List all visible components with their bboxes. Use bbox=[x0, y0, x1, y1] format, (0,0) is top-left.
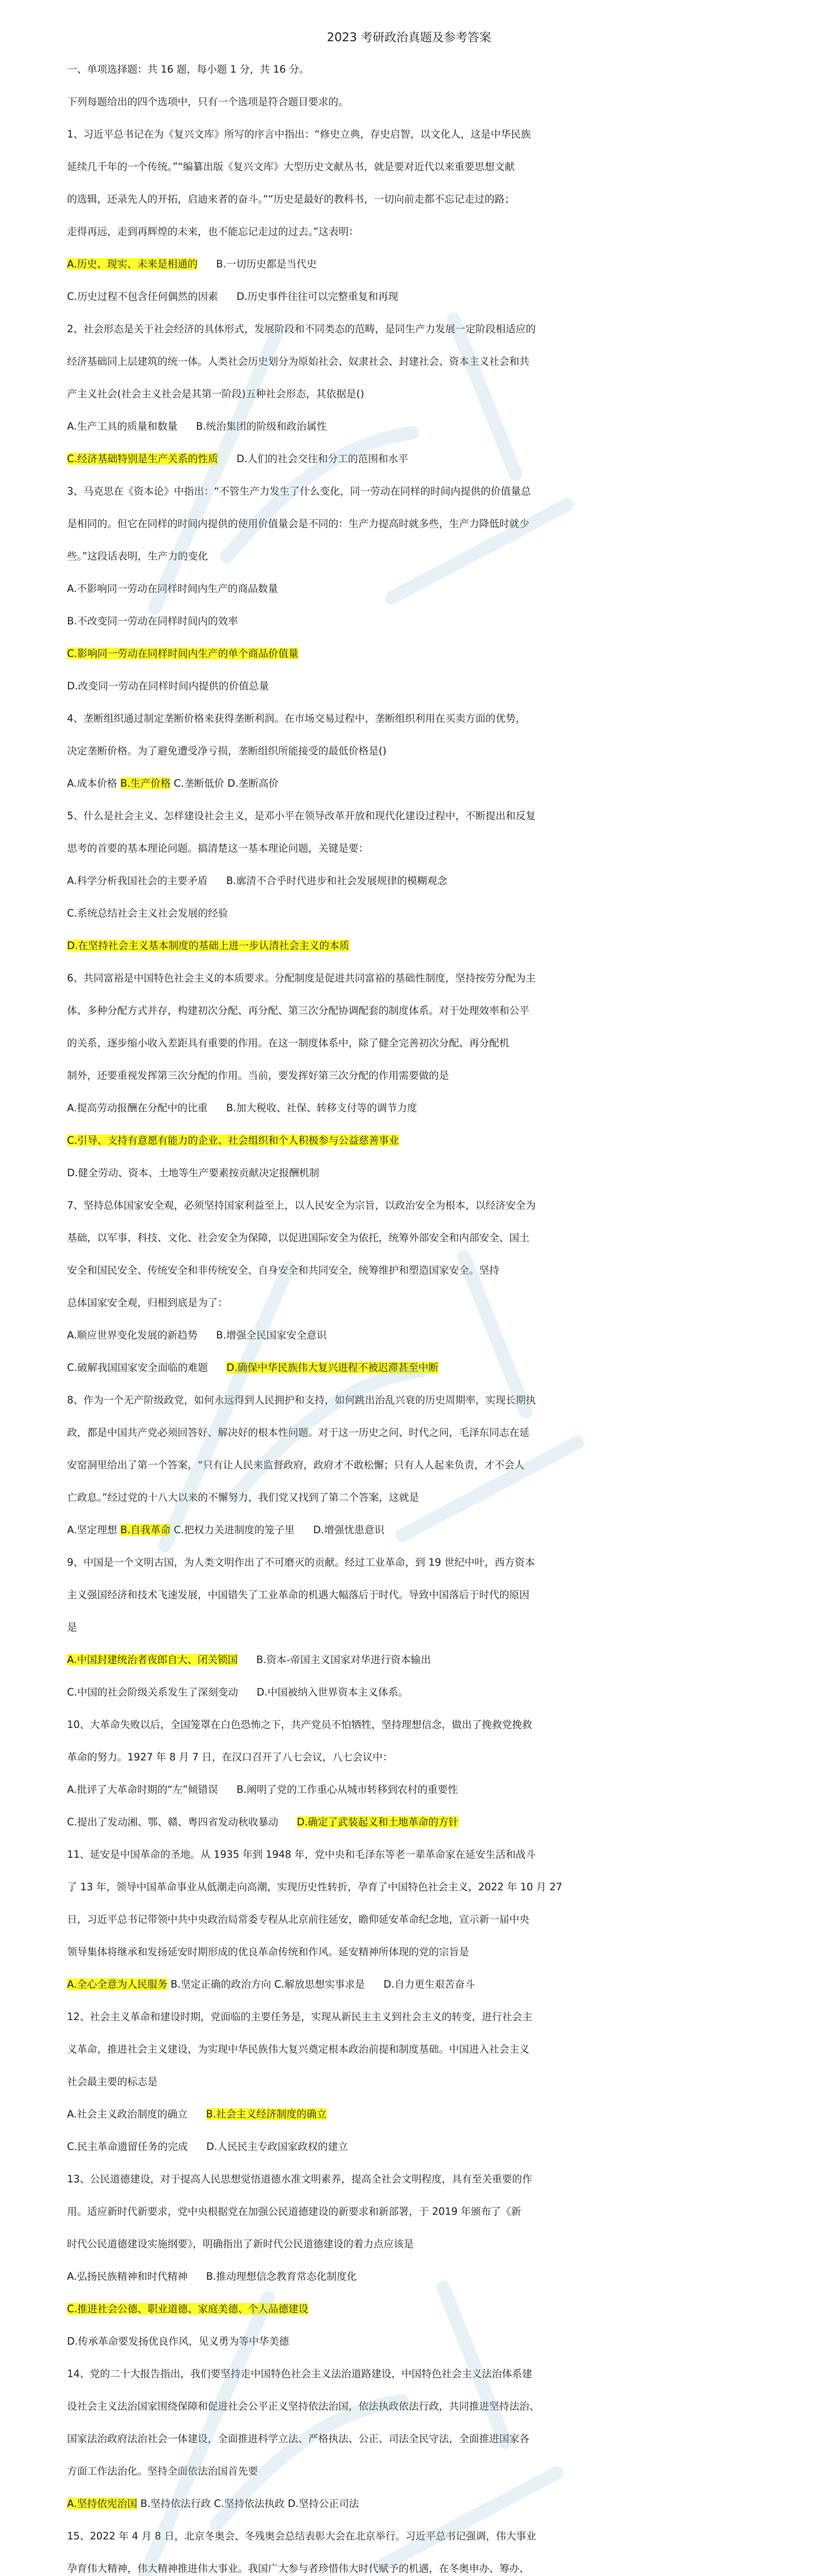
text-segment: 义革命，推进社会主义建设，为实现中华民族伟大复兴奠定根本政治前提和制度基础。中国进入社会主义 bbox=[67, 2043, 530, 2055]
text-segment: A.提高劳动报酬在分配中的比重 bbox=[67, 1102, 208, 1114]
text-segment: D.自力更生艰苦奋斗 bbox=[383, 1978, 475, 1990]
text-segment: 经济基础同上层建筑的统一体。人类社会历史划分为原始社会、奴隶社会、封建社会、资本主义社会和共 bbox=[67, 355, 530, 367]
text-line bbox=[67, 1717, 532, 1732]
text-segment: 设社会主义法治国家围绕保障和促进社会公平正义坚持依法治国，依法执政依法行政，共同推进坚持法治、 bbox=[67, 2400, 540, 2412]
text-line bbox=[67, 906, 228, 921]
text-line bbox=[67, 2172, 532, 2187]
text-segment: D.健全劳动、资本、土地等生产要素按贡献决定报酬机制 bbox=[67, 1167, 320, 1179]
highlighted-answer: D.在坚持社会主义基本制度的基础上进一步认清社会主义的本质 bbox=[67, 940, 349, 952]
text-segment: 主义强国经济和技术飞速发展，中国错失了工业革命的机遇大幅落后于时代。导致中国落后于时代的原因 bbox=[67, 1589, 530, 1601]
text-line bbox=[67, 938, 349, 953]
text-segment: 总体国家安全观，归根到底是为了： bbox=[67, 1297, 228, 1309]
text-line bbox=[67, 1977, 475, 1992]
text-segment: C.破解我国国家安全面临的难题 bbox=[67, 1362, 208, 1374]
text-segment: 13、公民道德建设，对于提高人民思想觉悟道德水准文明素养，提高全社会文明程度，具有至关重要的作 bbox=[67, 2173, 532, 2185]
text-segment: C.垄断低价 D.垄断高价 bbox=[170, 777, 279, 789]
text-segment: 6、共同富裕是中国特色社会主义的本质要求。分配制度是促进共同富裕的基础性制度，坚持按劳分配为主 bbox=[67, 972, 536, 984]
text-segment: 日，习近平总书记带领中共中央政治局常委专程从北京前往延安，瞻仰延安革命纪念地，宣示新一届中央 bbox=[67, 1913, 530, 1925]
highlighted-answer: D.确定了武装起义和土地革命的方针 bbox=[296, 1816, 459, 1828]
text-line bbox=[67, 257, 316, 272]
text-segment: 基础，以军事、科技、文化、社会安全为保障，以促进国际安全为依托，统筹外部安全和内部安全、国土 bbox=[67, 1232, 530, 1244]
text-segment: 7、坚持总体国家安全观，必须坚持国家利益至上，以人民安全为宗旨，以政治安全为根本，以经济安全为 bbox=[67, 1199, 536, 1211]
text-line bbox=[67, 1068, 449, 1083]
text-segment: 革命的努力。1927 年 8 月 7 日，在汉口召开了八七会议，八七会议中： bbox=[67, 1751, 393, 1763]
text-line bbox=[67, 2431, 529, 2446]
text-segment: D.人民民主专政国家政权的建立 bbox=[206, 2141, 348, 2153]
text-segment: D.中国被纳入世界资本主义体系。 bbox=[256, 1686, 409, 1698]
text-line bbox=[67, 159, 514, 174]
text-segment: 了 13 年，领导中国革命事业从低潮走向高潮，实现历史性转折，孕育了中国特色社会主义，2022 年 10 月 27 bbox=[67, 1881, 562, 1893]
text-segment: C.历史过程不包含任何偶然的因素 bbox=[67, 291, 218, 302]
text-line bbox=[67, 2042, 529, 2057]
text-line bbox=[67, 2301, 308, 2316]
text-line bbox=[67, 1815, 459, 1829]
text-segment: D.人们的社会交往和分工的范围和水平 bbox=[236, 453, 409, 465]
text-line bbox=[67, 2464, 258, 2479]
text-line bbox=[67, 1522, 385, 1537]
text-line bbox=[67, 289, 398, 304]
text-segment: C.民主革命遗留任务的完成 bbox=[67, 2141, 188, 2153]
text-line bbox=[67, 1912, 529, 1927]
text-segment: 一、单项选择题：共 16 题，每小题 1 分，共 16 分。 bbox=[67, 63, 309, 75]
text-line bbox=[67, 1393, 536, 1408]
highlighted-answer: A.历史、现实、未来是相通的 bbox=[67, 258, 198, 270]
text-segment: 12、社会主义革命和建设时期，党面临的主要任务是，实现从新民主主义到社会主义的转变，进行社会主 bbox=[67, 2011, 532, 2023]
text-line bbox=[67, 386, 364, 401]
text-segment: B.廓清不合乎时代进步和社会发展规律的模糊观念 bbox=[226, 875, 447, 887]
text-line bbox=[67, 2269, 357, 2284]
text-segment: 11、延安是中国革命的圣地。从 1935 年到 1948 年，党中央和毛泽东等老一辈革命家在延安生活和战斗 bbox=[67, 1849, 536, 1860]
text-segment: A.不影响同一劳动在同样时间内生产的商品数量 bbox=[67, 583, 278, 595]
text-segment: 领导集体将继承和发扬延安时期形成的优良革命传统和作风。延安精神所体现的党的宗旨是 bbox=[67, 1946, 470, 1958]
highlighted-answer: D.确保中华民族伟大复兴进程不被迟滞甚至中断 bbox=[226, 1362, 439, 1374]
text-line bbox=[67, 2009, 532, 2024]
text-line bbox=[67, 1230, 529, 1245]
text-line bbox=[67, 2496, 359, 2511]
text-segment: 2、社会形态是关于社会经济的具体形式，发展阶段和不同类态的范畴，是同生产力发展一定阶段相适应的 bbox=[67, 323, 536, 335]
text-segment: 国家法治政府法治社会一体建设，全面推进科学立法、严格执法、公正、司法全民守法，全面推进国家各 bbox=[67, 2433, 530, 2445]
text-line bbox=[67, 1847, 536, 1862]
text-line bbox=[67, 1100, 417, 1115]
text-line bbox=[67, 1879, 562, 1894]
text-segment: B.增强全民国家安全意识 bbox=[216, 1329, 327, 1341]
text-segment: 时代公民道德建设实施纲要》，明确指出了新时代公民道德建设的着力点应该是 bbox=[67, 2238, 414, 2250]
text-line bbox=[67, 776, 278, 791]
text-segment: B.统治集团的阶级和政治属性 bbox=[196, 420, 327, 432]
text-segment: 方面工作法治化。坚持全面依法治国首先要 bbox=[67, 2465, 258, 2477]
text-segment: 安全和国民安全、传统安全和非传统安全、自身安全和共同安全，统筹维护和塑造国家安全。坚持 bbox=[67, 1264, 499, 1276]
text-line bbox=[67, 1198, 536, 1213]
text-line bbox=[67, 1458, 525, 1472]
text-segment: 4、垄断组织通过制定垄断价格来获得垄断利润。在市场交易过程中，垄断组织利用在买卖方面的优势， bbox=[67, 713, 526, 724]
text-line bbox=[67, 646, 298, 661]
text-line bbox=[67, 2399, 540, 2414]
text-line bbox=[67, 1750, 393, 1765]
text-segment: D.传承革命要发扬优良作风，见义勇为等中华美德 bbox=[67, 2335, 289, 2347]
text-segment: 走得再远，走到再辉煌的未来，也不能忘记走过的过去。”这表明： bbox=[67, 226, 359, 238]
text-line bbox=[67, 549, 208, 564]
highlighted-answer: A.坚持依宪治国 bbox=[67, 2498, 138, 2510]
text-segment: 安窑洞里给出了第一个答案，“只有让人民来监督政府，政府才不敢松懈；只有人人起来负责，才不会人 bbox=[67, 1459, 525, 1471]
text-line bbox=[67, 581, 278, 596]
highlighted-answer: A.全心全意为人民服务 bbox=[67, 1978, 168, 1990]
text-line bbox=[67, 1295, 228, 1310]
watermark-logo bbox=[124, 289, 588, 653]
text-line bbox=[67, 2236, 414, 2251]
text-segment: C.把权力关进制度的笼子里 bbox=[170, 1524, 295, 1536]
text-line bbox=[67, 2561, 529, 2576]
text-line bbox=[67, 614, 238, 629]
text-segment: B.一切历史都是当代史 bbox=[216, 258, 317, 270]
text-segment: 8、作为一个无产阶级政党，如何永远得到人民拥护和支持，如何跳出治乱兴衰的历史周期率，实现长期执 bbox=[67, 1394, 536, 1406]
text-line bbox=[67, 1036, 509, 1050]
text-segment: 14、党的二十大报告指出，我们要坚持走中国特色社会主义法治道路建设，中国特色社会主义法治体系建 bbox=[67, 2368, 532, 2380]
text-line bbox=[67, 451, 408, 466]
text-segment: A.顺应世界变化发展的新趋势 bbox=[67, 1329, 198, 1341]
text-line bbox=[67, 1782, 458, 1797]
text-line bbox=[67, 321, 536, 336]
text-segment: A.成本价格 bbox=[67, 777, 121, 789]
text-line bbox=[67, 1587, 529, 1602]
text-line bbox=[67, 2107, 327, 2122]
text-line bbox=[67, 711, 526, 726]
highlighted-answer: C.影响同一劳动在同样时间内生产的单个商品价值量 bbox=[67, 648, 298, 659]
text-segment: A.坚定理想 bbox=[67, 1524, 121, 1536]
text-segment: C.中国的社会阶级关系发生了深刻变动 bbox=[67, 1686, 238, 1698]
text-segment: 些。”这段话表明，生产力的变化 bbox=[67, 550, 208, 562]
text-line bbox=[67, 1165, 319, 1180]
text-segment: A.生产工具的质量和数量 bbox=[67, 420, 178, 432]
text-segment: 15、2022 年 4 月 8 日，北京冬奥会、冬残奥会总结表彰大会在北京举行。习近平总书记强调，伟大事业 bbox=[67, 2530, 537, 2542]
text-segment: D.改变同一劳动在同样时间内提供的价值总量 bbox=[67, 680, 269, 692]
text-line bbox=[67, 224, 359, 239]
highlighted-answer: A.中国封建统治者夜郎自大、闭关锁国 bbox=[67, 1654, 238, 1666]
highlighted-answer: C.经济基础特别是生产关系的性质 bbox=[67, 453, 218, 465]
text-segment: A.弘扬民族精神和时代精神 bbox=[67, 2270, 188, 2282]
text-segment: 用。适应新时代新要求，党中央根据党在加强公民道德建设的新要求和新部署，于 2019 年颁布了《新 bbox=[67, 2206, 522, 2217]
text-line bbox=[67, 1133, 399, 1148]
text-segment: 10、大革命失败以后，全国笼罩在白色恐怖之下，共产党员不怕牺牲，坚持理想信念，做出了挽救党挽救 bbox=[67, 1719, 532, 1731]
text-segment: 5、什么是社会主义、怎样建设社会主义，是邓小平在领导改革开放和现代化建设过程中，不断提出和反复 bbox=[67, 810, 536, 822]
highlighted-answer: C.引导、支持有意愿有能力的企业、社会组织和个人积极参与公益慈善事业 bbox=[67, 1134, 399, 1146]
text-line bbox=[67, 2366, 532, 2381]
text-segment: B.坚定正确的政治方向 C.解放思想实事求是 bbox=[167, 1978, 365, 1990]
text-segment: B.坚持依法行政 C.坚持依法执政 D.坚持公正司法 bbox=[137, 2498, 359, 2510]
text-segment: 政，都是中国共产党必须回答好、解决好的根本性问题。对于这一历史之问、时代之问，毛泽东同志在延 bbox=[67, 1427, 530, 1438]
text-segment: B.加大税收、社保、转移支付等的调节力度 bbox=[226, 1102, 418, 1114]
text-line bbox=[67, 1652, 431, 1667]
text-segment: 体、多种分配方式并存，构建初次分配、再分配、第三次分配协调配套的制度体系。对于处理效率和公平 bbox=[67, 1005, 530, 1016]
text-line bbox=[67, 971, 536, 986]
text-segment: D.历史事件往往可以完整重复和再现 bbox=[236, 291, 398, 302]
text-line bbox=[67, 192, 514, 207]
text-segment: 是 bbox=[67, 1621, 77, 1633]
text-line bbox=[67, 2529, 536, 2544]
text-line bbox=[67, 419, 327, 434]
text-line bbox=[67, 1003, 529, 1018]
text-segment: 孕育伟大精神，伟大精神推进伟大事业。我国广大参与者珍惜伟大时代赋予的机遇，在冬奥申办、筹办、 bbox=[67, 2563, 530, 2574]
text-line bbox=[67, 127, 531, 142]
text-segment: 延续几千年的一个传统。”“编纂出版《复兴文库》大型历史文献丛书，就是要对近代以来重要思想文献 bbox=[67, 161, 515, 173]
text-segment: B.阐明了党的工作重心从城市转移到农村的重要性 bbox=[236, 1784, 458, 1795]
text-line bbox=[67, 2074, 158, 2089]
text-segment: 是相同的。但它在同样的时间内提供的使用价值量会是不同的：生产力提高时就多些，生产力降低时就少 bbox=[67, 518, 530, 530]
text-line bbox=[67, 2204, 521, 2219]
text-segment: 思考的首要的基本理论问题。搞清楚这一基本理论问题，关键是要： bbox=[67, 842, 369, 854]
text-segment: 9、中国是一个文明古国，为人类文明作出了不可磨灭的贡献。经过工业革命，到 19 世纪中叶，西方资本 bbox=[67, 1556, 535, 1568]
text-line bbox=[67, 1360, 439, 1375]
text-segment: 决定垄断价格。为了避免遭受净亏损，垄断组织所能接受的最低价格是() bbox=[67, 745, 387, 757]
text-line bbox=[67, 1944, 469, 1959]
text-segment: 1、习近平总书记在为《复兴文库》所写的序言中指出：“修史立典，存史启智，以文化人，这是中华民族 bbox=[67, 128, 531, 140]
text-line bbox=[67, 1685, 408, 1700]
text-line bbox=[67, 743, 387, 758]
highlighted-answer: B.生产价格 bbox=[120, 777, 171, 789]
text-segment: B.资本-帝国主义国家对华进行资本输出 bbox=[256, 1654, 431, 1666]
highlighted-answer: B.社会主义经济制度的确立 bbox=[206, 2108, 327, 2120]
text-line bbox=[67, 354, 529, 369]
text-line bbox=[67, 62, 309, 77]
text-segment: 下列每题给出的四个选项中，只有一个选项是符合题目要求的。 bbox=[67, 96, 349, 108]
text-line bbox=[67, 808, 536, 823]
text-line bbox=[67, 1555, 535, 1570]
text-segment: B.推动理想信念教育常态化制度化 bbox=[206, 2270, 357, 2282]
text-segment: A.科学分析我国社会的主要矛盾 bbox=[67, 875, 208, 887]
text-line bbox=[67, 484, 531, 499]
text-line bbox=[67, 94, 348, 109]
text-line bbox=[67, 1425, 529, 1440]
text-line bbox=[67, 2334, 289, 2349]
text-line bbox=[67, 1620, 77, 1635]
text-segment: B.不改变同一劳动在同样时间内的效率 bbox=[67, 615, 238, 627]
text-segment: 的关系，逐步缩小收入差距具有重要的作用。在这一制度体系中，除了健全完善初次分配、再分配机 bbox=[67, 1037, 510, 1049]
text-line bbox=[67, 873, 447, 888]
text-segment: D.增强忧患意识 bbox=[313, 1524, 385, 1536]
text-line bbox=[67, 679, 269, 693]
text-line bbox=[67, 1263, 499, 1278]
text-segment: A.社会主义政治制度的确立 bbox=[67, 2108, 188, 2120]
document-title: 2023 考研政治真题及参考答案 bbox=[327, 31, 491, 44]
text-line bbox=[67, 1328, 327, 1343]
text-segment: 产主义社会(社会主义社会是其第一阶段)五种社会形态，其依据是() bbox=[67, 388, 364, 400]
text-line bbox=[67, 2139, 348, 2154]
highlighted-answer: C.推进社会公德、职业道德、家庭美德、个人品德建设 bbox=[67, 2303, 309, 2315]
text-segment: 社会最主要的标志是 bbox=[67, 2076, 158, 2088]
text-line bbox=[67, 1490, 419, 1505]
text-segment: 3、马克思在《资本论》中指出：“不管生产力发生了什么变化，同一劳动在同样的时间内提供的价值量总 bbox=[67, 485, 531, 497]
text-segment: 制外，还要重视发挥第三次分配的作用。当前，要发挥好第三次分配的作用需要做的是 bbox=[67, 1070, 449, 1081]
highlighted-answer: B.自我革命 bbox=[120, 1524, 171, 1536]
text-segment: 的选辑，还录先人的开拓，启迪来者的奋斗。”“历史是最好的教科书，一切向前走都不忘记走过的路； bbox=[67, 193, 515, 205]
text-segment: A.批评了大革命时期的“左”倾错误 bbox=[67, 1784, 218, 1795]
text-segment: C.提出了发动湘、鄂、赣、粤四省发动秋收暴动 bbox=[67, 1816, 278, 1828]
text-segment: 亡政息。”经过党的十八大以来的不懈努力，我们党又找到了第二个答案，这就是 bbox=[67, 1492, 419, 1503]
text-line bbox=[67, 516, 529, 531]
text-segment: C.系统总结社会主义社会发展的经验 bbox=[67, 907, 228, 919]
text-line bbox=[67, 841, 369, 856]
